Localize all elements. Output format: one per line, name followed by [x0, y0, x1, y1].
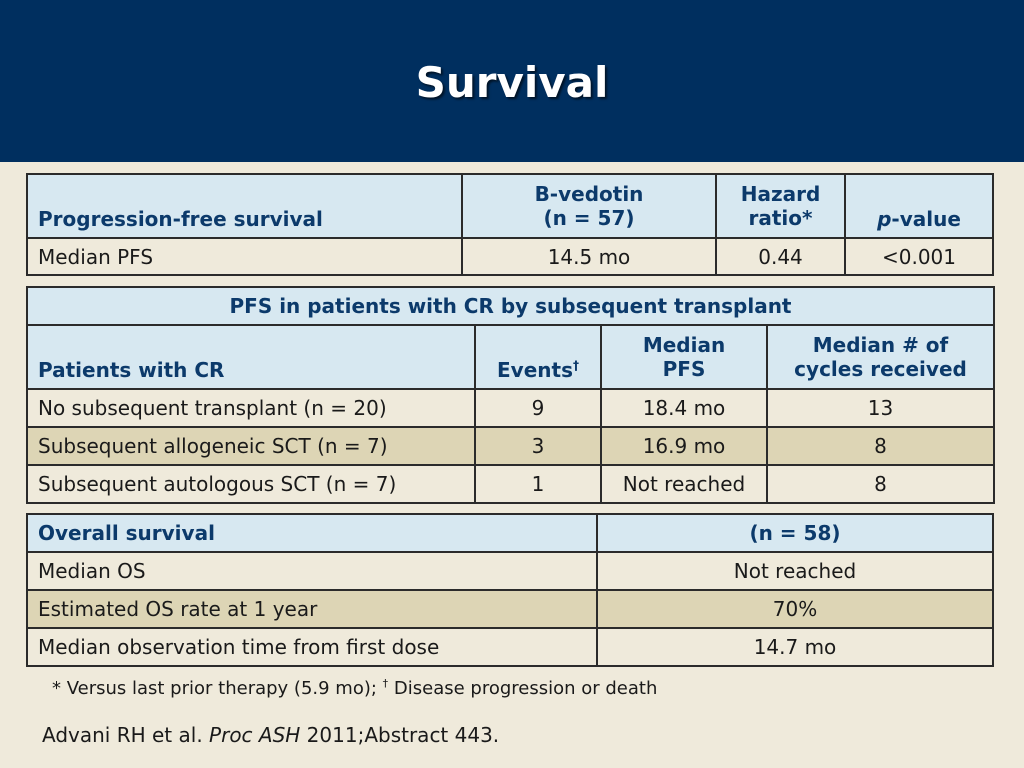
citation-journal: Proc ASH: [209, 723, 301, 747]
pfs-header-bvedotin: [462, 174, 716, 238]
table-row: [27, 590, 993, 628]
cr-header-cycles-line1: Median # of: [812, 333, 949, 357]
cr-row-label: Subsequent autologous SCT (n = 7): [27, 465, 475, 503]
cr-header-events-text: Events: [497, 358, 573, 382]
cr-header-events: [475, 325, 601, 389]
slide-title: Survival: [415, 58, 609, 107]
pfs-header-bvedotin-line1: B-vedotin: [534, 182, 644, 206]
os-header-label: Overall survival: [27, 514, 597, 552]
footnote-star-text: Versus last prior therapy (5.9 mo);: [61, 678, 383, 699]
pfs-row-hazard: 0.44: [716, 238, 845, 275]
cr-row-events: 9: [475, 389, 601, 427]
pfs-header-hazard-line1: Hazard: [740, 182, 821, 206]
cr-header-median-pfs-line1: Median: [642, 333, 726, 357]
pfs-row-pvalue: <0.001: [845, 238, 993, 275]
cr-banner: PFS in patients with CR by subsequent transplant: [27, 287, 994, 325]
table-row: [27, 628, 993, 666]
cr-row-median-pfs: 18.4 mo: [601, 389, 767, 427]
cr-banner-row: [27, 287, 994, 325]
citation: [42, 723, 499, 747]
cr-header-label: Patients with CR: [27, 325, 475, 389]
cr-header-cycles: [767, 325, 994, 389]
pfs-header-label: Progression-free survival: [27, 174, 462, 238]
citation-rest: 2011;Abstract 443.: [300, 723, 500, 747]
footnote-dagger-text: Disease progression or death: [388, 678, 658, 699]
pfs-header-pvalue-italic: p: [877, 207, 892, 231]
os-header-row: [27, 514, 993, 552]
pfs-header-pvalue-rest: -value: [891, 207, 961, 231]
table-row: [27, 465, 994, 503]
os-row-value: 14.7 mo: [597, 628, 993, 666]
cr-header-median-pfs-line2: PFS: [662, 357, 706, 381]
table-row: [27, 552, 993, 590]
os-row-value: Not reached: [597, 552, 993, 590]
cr-table: [26, 286, 995, 504]
os-row-label: Median observation time from first dose: [27, 628, 597, 666]
cr-row-median-pfs: 16.9 mo: [601, 427, 767, 465]
os-row-label: Median OS: [27, 552, 597, 590]
cr-row-label: Subsequent allogeneic SCT (n = 7): [27, 427, 475, 465]
footnote-star: *: [52, 678, 61, 699]
pfs-header-hazard-line2: ratio*: [748, 206, 813, 230]
cr-header-median-pfs: [601, 325, 767, 389]
citation-authors: Advani RH et al.: [42, 723, 210, 747]
pfs-header-pvalue: [845, 174, 993, 238]
pfs-row-label: Median PFS: [27, 238, 462, 275]
os-row-label: Estimated OS rate at 1 year: [27, 590, 597, 628]
pfs-header-bvedotin-line2: (n = 57): [543, 206, 635, 230]
cr-row-events: 1: [475, 465, 601, 503]
cr-row-median-pfs: Not reached: [601, 465, 767, 503]
pfs-row-value: 14.5 mo: [462, 238, 716, 275]
cr-header-row: [27, 325, 994, 389]
footnote-dagger: †: [382, 677, 389, 690]
cr-header-cycles-line2: cycles received: [794, 357, 967, 381]
cr-row-cycles: 8: [767, 465, 994, 503]
os-row-value: 70%: [597, 590, 993, 628]
pfs-header-hazard: [716, 174, 845, 238]
cr-row-cycles: 13: [767, 389, 994, 427]
cr-row-events: 3: [475, 427, 601, 465]
pfs-table: [26, 173, 994, 276]
os-header-n: (n = 58): [597, 514, 993, 552]
cr-row-label: No subsequent transplant (n = 20): [27, 389, 475, 427]
table-row: [27, 238, 993, 275]
table-row: [27, 427, 994, 465]
cr-header-events-dagger: †: [572, 358, 579, 373]
pfs-header-row: [27, 174, 993, 238]
cr-row-cycles: 8: [767, 427, 994, 465]
footnote: [52, 677, 657, 699]
os-table: [26, 513, 994, 667]
table-row: [27, 389, 994, 427]
